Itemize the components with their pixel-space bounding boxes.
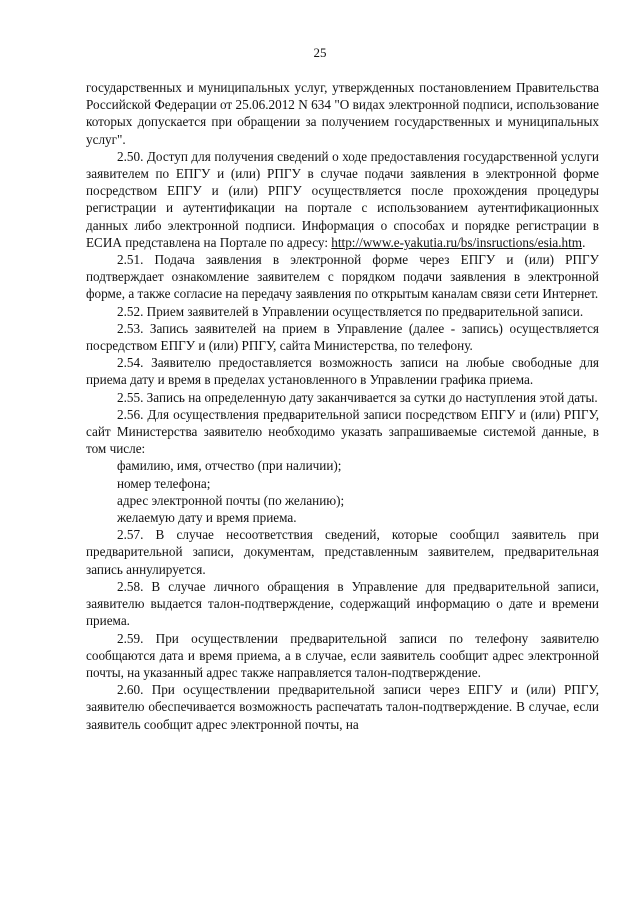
- list-item-date-time: желаемую дату и время приема.: [117, 510, 297, 526]
- paragraph-2-50-end: .: [582, 234, 586, 250]
- document-body: [86, 79, 599, 733]
- paragraph-intro: государственных и муниципальных услуг, утвержденных постановлением Правительства Российской Федерации от 25.06.2012 N 634 "О видах электронной подписи, использование которых допускается при обращении за получением государственных и муниципальных услуг".: [86, 80, 599, 147]
- paragraph-2-54: 2.54. Заявителю предоставляется возможность записи на любые свободные для приема дату и время в пределах установленного в Управлении графика приема.: [86, 355, 599, 388]
- paragraph-2-60: 2.60. При осуществлении предварительной записи через ЕПГУ и (или) РПГУ, заявителю обеспечивается возможность распечатать талон-подтверждение. В случае, если заявитель сообщит адрес электронной почты, на: [86, 682, 599, 732]
- paragraph-2-50-text: 2.50. Доступ для получения сведений о ходе предоставления государственной услуги заявителем по ЕПГУ и (или) РПГУ в случае подачи заявления в электронной форме посредством ЕПГУ и (или) РПГУ осуществляется после прохождения процедуры регистрации и аутентификации на портале с использованием аутентификационных данных либо электронной подписи. Информация о способах и порядке регистрации в ЕСИА представлена на Портале по адресу:: [86, 148, 599, 250]
- paragraph-2-51: 2.51. Подача заявления в электронной форме через ЕПГУ и (или) РПГУ подтверждает ознакомление заявителем с порядком подачи заявления в электронной форме, а также согласие на передачу заявления по открытым каналам связи сети Интернет.: [86, 252, 599, 302]
- list-item-full-name: фамилию, имя, отчество (при наличии);: [117, 458, 342, 474]
- list-item-phone: номер телефона;: [117, 475, 211, 491]
- page-number: 25: [313, 45, 327, 60]
- paragraph-2-56: 2.56. Для осуществления предварительной записи посредством ЕПГУ и (или) РПГУ, сайт Министерства заявителю необходимо указать запрашиваемые системой данные, в том числе:: [86, 406, 599, 457]
- paragraph-2-53: 2.53. Запись заявителей на прием в Управление (далее - запись) осуществляется посредством ЕПГУ и (или) РПГУ, сайта Министерства, по телефону.: [86, 320, 599, 354]
- paragraph-2-55: 2.55. Запись на определенную дату заканчивается за сутки до наступления этой даты.: [117, 389, 598, 405]
- paragraph-2-58: 2.58. В случае личного обращения в Управление для предварительной записи, заявителю выдается талон-подтверждение, содержащий информацию о дате и времени приема.: [86, 578, 599, 629]
- esia-instructions-link[interactable]: http://www.e-yakutia.ru/bs/insructions/esia.htm: [331, 234, 583, 250]
- paragraph-2-59: 2.59. При осуществлении предварительной записи по телефону заявителю сообщаются дата и время приема, а в случае, если заявитель сообщит адрес электронной почты, на указанный адрес также направляется талон-подтверждение.: [86, 630, 599, 680]
- list-item-email: адрес электронной почты (по желанию);: [117, 492, 345, 508]
- paragraph-2-50: [86, 148, 599, 251]
- paragraph-2-57: 2.57. В случае несоответствия сведений, которые сообщил заявитель при предварительной записи, документам, представленным заявителем, предварительная запись аннулируется.: [86, 527, 599, 577]
- paragraph-2-52: 2.52. Прием заявителей в Управлении осуществляется по предварительной записи.: [117, 303, 584, 319]
